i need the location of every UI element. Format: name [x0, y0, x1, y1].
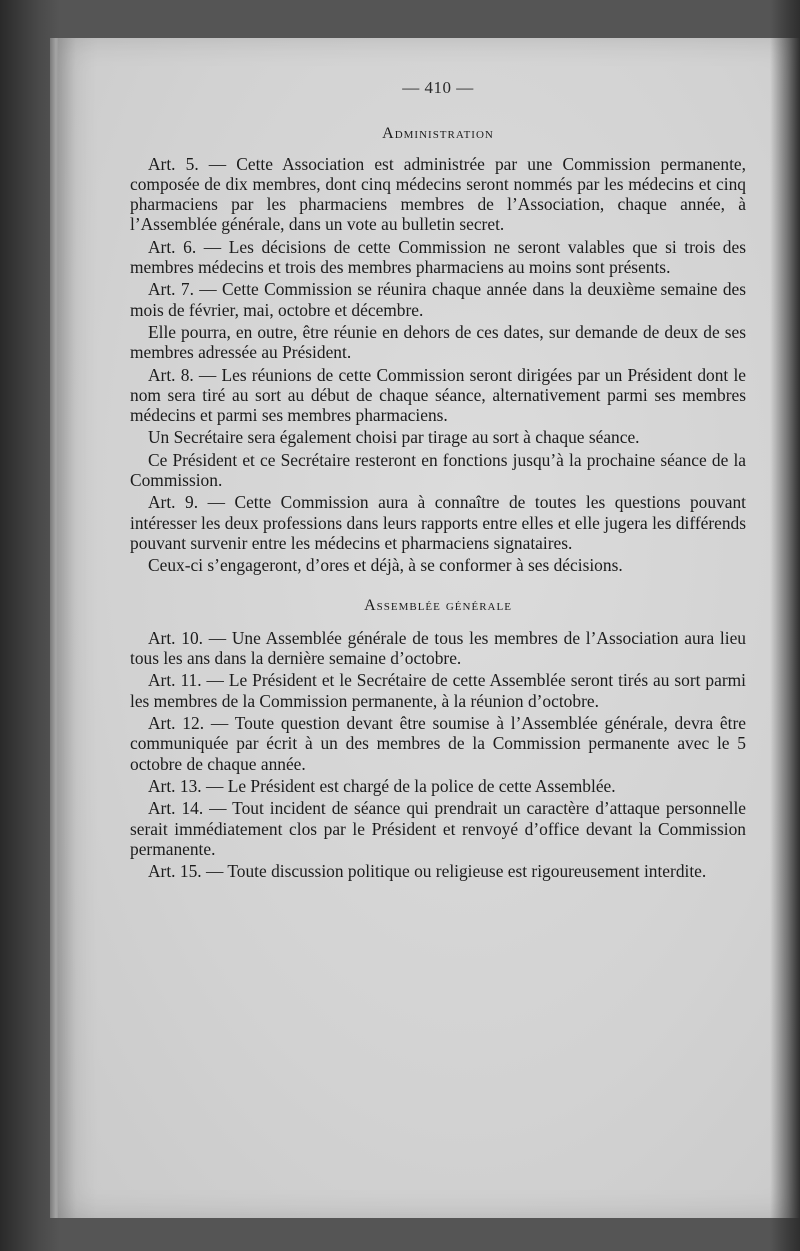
article-paragraph: Ce Président et ce Secrétaire resteront en fonctions jusqu’à la prochaine séance de la Commission. [130, 449, 746, 491]
page-number: — 410 — [402, 78, 474, 97]
article-paragraph: Art. 10. — Une Assemblée générale de tous les membres de l’Association aura lieu tous les ans dans la dernière semaine d’octobre. [130, 627, 746, 669]
page-content [130, 78, 746, 883]
article-paragraph: Art. 13. — Le Président est chargé de la police de cette Assemblée. [148, 775, 616, 796]
article-paragraph: Art. 14. — Tout incident de séance qui prendrait un caractère d’attaque personnelle serait immédiatement clos par le Président et renvoyé d’office devant la Commission permanente. [130, 798, 746, 859]
article-paragraph: Un Secrétaire sera également choisi par tirage au sort à chaque séance. [148, 427, 640, 448]
article-paragraph: Elle pourra, en outre, être réunie en dehors de ces dates, sur demande de deux de ses membres adressée au Président. [130, 321, 746, 363]
article-paragraph: Ceux-ci s’engageront, d’ores et déjà, à se conformer à ses décisions. [148, 555, 623, 576]
article-paragraph: Art. 11. — Le Président et le Secrétaire de cette Assemblée seront tirés au sort parmi les membres de la Commission permanente, à la réunion d’octobre. [130, 670, 746, 711]
section-title-administration: Administration [382, 125, 494, 143]
article-paragraph: Art. 8. — Les réunions de cette Commission seront dirigées par un Président dont le nom sera tiré au sort au début de chaque séance, alternativement parmi ses membres médecins et parmi ses membres pharmaciens. [130, 364, 746, 426]
page-right-edge-shadow [770, 0, 800, 1251]
article-paragraph: Art. 9. — Cette Commission aura à connaître de toutes les questions pouvant intéresser les deux professions dans leurs rapports entre elles et elle jugera les différends pouvant survenir entre les médecins et pharmaciens signataires. [130, 492, 746, 553]
article-paragraph: Art. 15. — Toute discussion politique ou religieuse est rigoureusement interdite. [148, 861, 707, 882]
article-paragraph: Art. 7. — Cette Commission se réunira chaque année dans la deuxième semaine des mois de février, mai, octobre et décembre. [130, 279, 746, 320]
article-paragraph: Art. 12. — Toute question devant être soumise à l’Assemblée générale, devra être communiquée par écrit à un des membres de la Commission permanente avec le 5 octobre de chaque année. [130, 713, 746, 774]
section-title-assemblee-generale: Assemblée générale [364, 596, 512, 614]
article-paragraph: Art. 5. — Cette Association est administrée par une Commission permanente, composée de dix membres, dont cinq médecins seront nommés par les médecins et cinq pharmaciens par les pharmaciens membres de l’Association, chaque année, à l’Assemblée générale, dans un vote au bulletin secret. [130, 153, 746, 235]
article-paragraph: Art. 6. — Les décisions de cette Commission ne seront valables que si trois des membres médecins et trois des membres pharmaciens au moins sont présents. [130, 236, 746, 278]
